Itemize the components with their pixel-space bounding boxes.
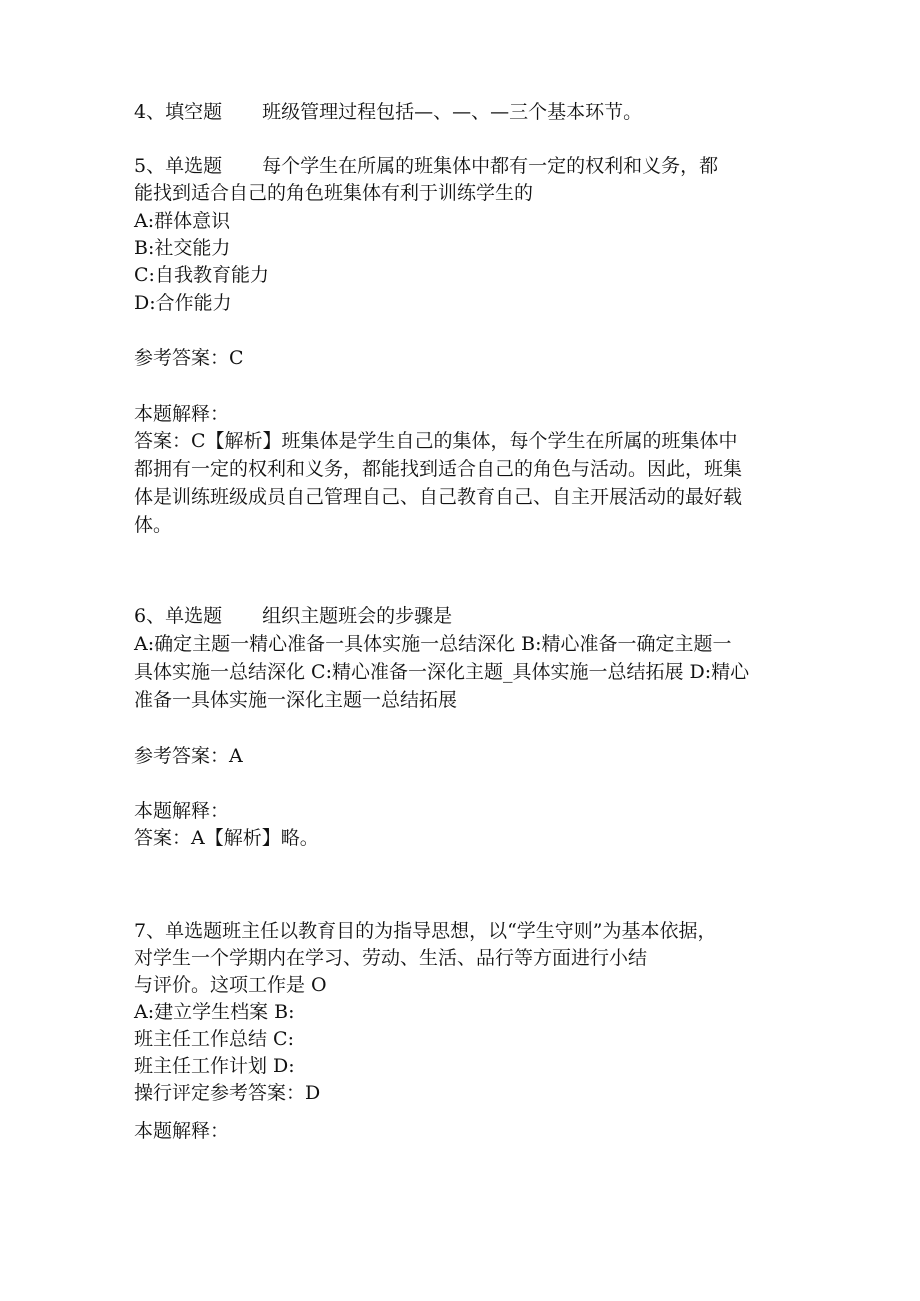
question-7-line: 与评价。这项工作是 O: [134, 974, 327, 996]
question-4-text: 班级管理过程包括—、—、—三个基本环节。: [262, 101, 643, 123]
question-7-option-line: 班主任工作总结 C:: [134, 1028, 294, 1050]
question-5-analysis-line: 答案：C【解析】班集体是学生自己的集体，每个学生在所属的班集体中: [134, 430, 738, 452]
question-5-answer: 参考答案：C: [134, 347, 244, 369]
question-4-line: [134, 99, 642, 126]
question-5-analysis-line: 体是训练班级成员自己管理自己、自己教育自己、自主开展活动的最好载: [134, 486, 743, 508]
question-6-options-line: 具体实施一总结深化 C:精心准备一深化主题_具体实施一总结拓展 D:精心: [134, 661, 750, 683]
question-6-text: 组织主题班会的步骤是: [262, 605, 453, 627]
question-5-text: 每个学生在所属的班集体中都有一定的权利和义务，都: [262, 155, 719, 177]
question-5-line: [134, 153, 718, 180]
question-7-line: 7、单选题班主任以教育目的为指导思想，以“学生守则”为基本依据，: [134, 920, 717, 942]
question-5-analysis-line: 都拥有一定的权利和义务，都能找到适合自己的角色与活动。因此，班集: [134, 458, 743, 480]
question-6-answer: 参考答案：A: [134, 745, 243, 767]
question-5-option-d: D:合作能力: [134, 292, 232, 314]
question-5-option-b: B:社交能力: [134, 237, 231, 259]
question-5-option-c: C:自我教育能力: [134, 264, 269, 286]
question-6-line: [134, 603, 452, 630]
question-5-analysis-label: 本题解释：: [134, 403, 230, 425]
question-7-answer-line: 操行评定参考答案：D: [134, 1082, 321, 1104]
question-5-text-continued: 能找到适合自己的角色班集体有利于训练学生的: [134, 182, 534, 204]
question-6-options-line: 准备一具体实施一深化主题一总结拓展: [134, 689, 458, 711]
question-4-type: 4、填空题: [134, 101, 223, 123]
question-6-analysis: 答案：A【解析】略。: [134, 827, 319, 849]
question-7-option-line: 班主任工作计划 D:: [134, 1055, 295, 1077]
question-6-analysis-label: 本题解释：: [134, 800, 230, 822]
question-6-type: 6、单选题: [134, 605, 223, 627]
question-7-analysis-label: 本题解释：: [134, 1120, 230, 1142]
question-7-line: 对学生一个学期内在学习、劳动、生活、品行等方面进行小结: [134, 947, 648, 969]
question-5-option-a: A:群体意识: [134, 210, 231, 232]
question-5-analysis-line: 体。: [134, 514, 173, 536]
question-7-option-line: A:建立学生档案 B:: [134, 1001, 295, 1023]
question-6-options-line: A:确定主题一精心准备一具体实施一总结深化 B:精心准备一确定主题一: [134, 633, 732, 655]
question-5-type: 5、单选题: [134, 155, 223, 177]
